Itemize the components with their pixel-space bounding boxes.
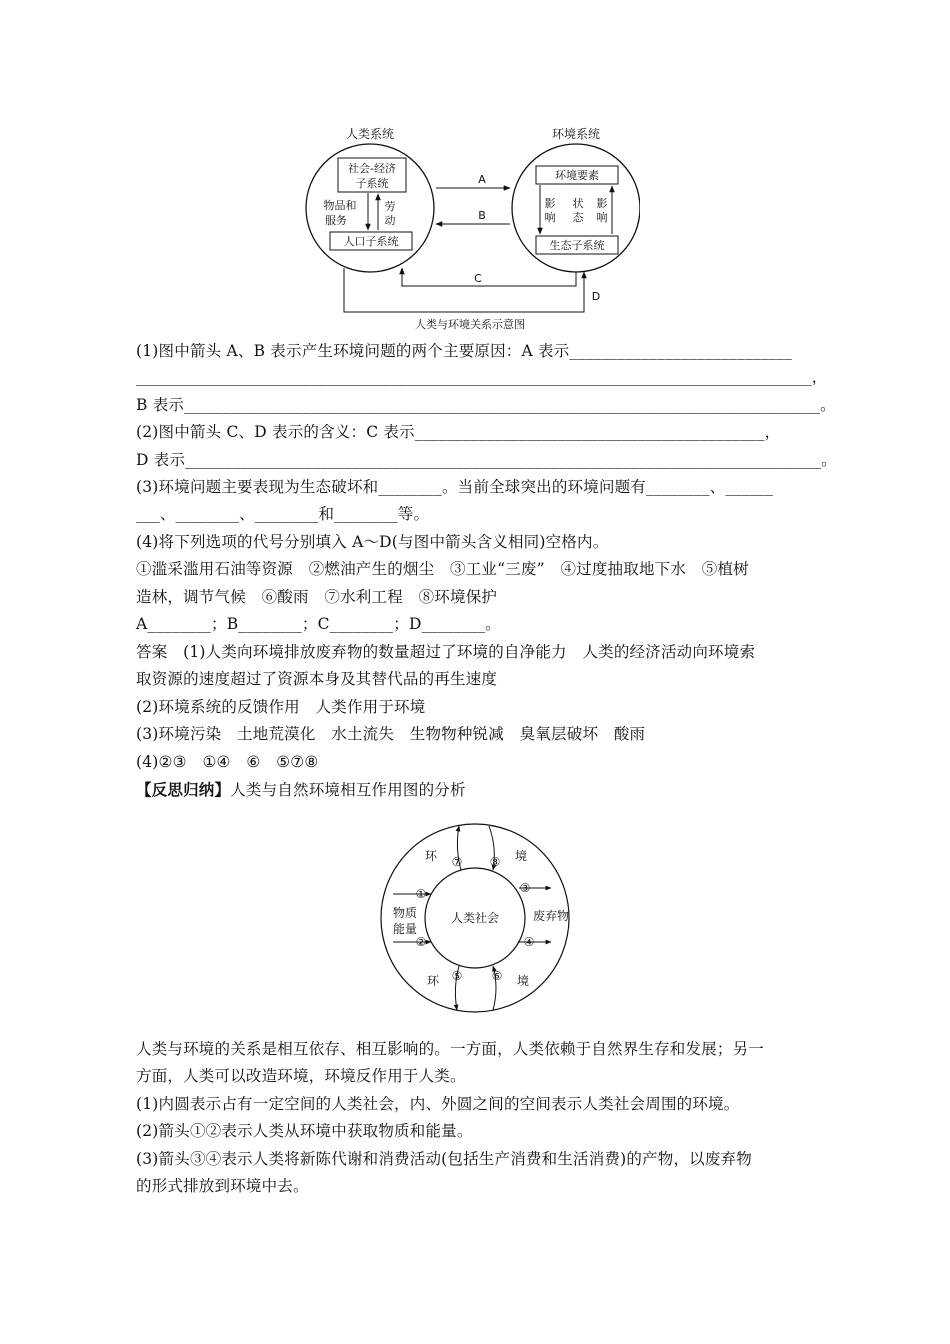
social-economic-label-2: 子系统 (355, 177, 389, 190)
label-2: ② (415, 935, 427, 949)
label-6: ⑥ (491, 969, 503, 983)
reflection-heading: 【反思归纳】 (136, 781, 231, 799)
goods-label-2: 服务 (325, 214, 347, 227)
answer-line-3: (2)环境系统的反馈作用 人类作用于环境 (136, 698, 426, 716)
analysis-p1-line-1: 人类与环境的关系是相互依存、相互影响的。一方面，人类依赖于自然界生存和发展；另一 (136, 1040, 765, 1058)
question-3-line-2: ___、________、________和________等。 (136, 505, 430, 523)
reflection-heading-line (136, 780, 466, 800)
question-4-line-1: (4)将下列选项的代号分别填入 A～D(与图中箭头含义相同)空格内。 (136, 533, 609, 551)
human-system-title: 人类系统 (345, 127, 395, 141)
arrow-c (402, 268, 576, 286)
state-label-1: 状 (572, 197, 584, 210)
environment-system-title: 环境系统 (551, 127, 601, 141)
answer-line-1: 答案 (1)人类向环境排放废弃物的数量超过了环境的自净能力 人类的经济活动向环境索 (136, 643, 756, 661)
arrow-a-label: A (478, 173, 486, 186)
question-4-line-3: 造林，调节气候 ⑥酸雨 ⑦水利工程 ⑧环境保护 (136, 588, 498, 606)
influence-left-1: 影 (544, 197, 556, 210)
environment-element-label: 环境要素 (555, 169, 599, 182)
question-2-line-2: D 表示________________________________________________________________________________。 (136, 451, 837, 469)
human-environment-diagram (300, 120, 640, 335)
answer-line-2: 取资源的速度超过了资源本身及其替代品的再生速度 (136, 670, 498, 688)
answer-line-5: (4)②③ ①④ ⑥ ⑤⑦⑧ (136, 753, 319, 771)
figure1-caption: 人类与环境关系示意图 (415, 318, 525, 331)
env-bottom-left: 环 (426, 974, 440, 988)
question-4-line-4: A________；B________；C________；D________。 (136, 615, 501, 633)
question-4-line-2: ①滥采滥用石油等资源 ②燃油产生的烟尘 ③工业“三废” ④过度抽取地下水 ⑤植树 (136, 560, 749, 578)
ecosystem-label: 生态子系统 (549, 239, 605, 252)
analysis-p2: (1)内圆表示占有一定空间的人类社会，内、外圆之间的空间表示人类社会周围的环境。 (136, 1095, 740, 1113)
human-nature-interaction-diagram (375, 808, 575, 1028)
label-4: ④ (523, 935, 535, 949)
label-7: ⑦ (451, 855, 463, 869)
reflection-title: 人类与自然环境相互作用图的分析 (230, 781, 466, 799)
question-1-line-3: B 表示________________________________________________________________________________。 (136, 396, 836, 414)
question-1-line-1: (1)图中箭头 A、B 表示产生环境问题的两个主要原因：A 表示____________________________ (136, 342, 793, 360)
labor-label-1: 劳 (384, 200, 396, 213)
influence-right-1: 影 (596, 197, 608, 210)
answer-line-4: (3)环境污染 土地荒漠化 水土流失 生物物种锐减 臭氧层破坏 酸雨 (136, 725, 646, 743)
arrow-b-label: B (478, 209, 486, 222)
state-label-2: 态 (572, 211, 584, 224)
label-8: ⑧ (489, 855, 501, 869)
question-2-line-1: (2)图中箭头 C、D 表示的含义：C 表示____________________________________________， (136, 423, 781, 441)
arrow-d (344, 268, 584, 312)
human-society-label: 人类社会 (450, 911, 500, 925)
goods-label-1: 物品和 (323, 199, 357, 212)
material-label-1: 物质 (392, 906, 418, 920)
influence-left-2: 响 (544, 211, 556, 224)
analysis-p3: (2)箭头①②表示人类从环境中获取物质和能量。 (136, 1122, 473, 1140)
analysis-p4-line-2: 的形式排放到环境中去。 (136, 1177, 309, 1195)
analysis-p4-line-1: (3)箭头③④表示人类将新陈代谢和消费活动(包括生产消费和生活消费)的产物，以废弃物 (136, 1150, 752, 1168)
env-top-right: 境 (514, 849, 528, 863)
arrow-d-label: D (591, 290, 601, 303)
label-3: ③ (519, 881, 531, 895)
influence-right-2: 响 (596, 211, 608, 224)
labor-label-2: 动 (384, 214, 396, 227)
social-economic-label-1: 社会-经济 (348, 162, 396, 175)
analysis-p1-line-2: 方面，人类可以改造环境，环境反作用于人类。 (136, 1067, 466, 1085)
env-bottom-right: 境 (516, 974, 530, 988)
material-label-2: 能量 (392, 922, 418, 936)
arrow-c-label: C (474, 272, 482, 285)
question-1-line-2: _____________________________________________________________________________________， (136, 368, 828, 386)
waste-label: 废弃物 (532, 909, 570, 923)
label-1: ① (415, 887, 427, 901)
question-3-line-1: (3)环境问题主要表现为生态破坏和________。当前全球突出的环境问题有________、______ (136, 478, 774, 496)
population-label: 人口子系统 (343, 235, 399, 248)
env-top-left: 环 (424, 849, 438, 863)
label-5: ⑤ (451, 969, 463, 983)
